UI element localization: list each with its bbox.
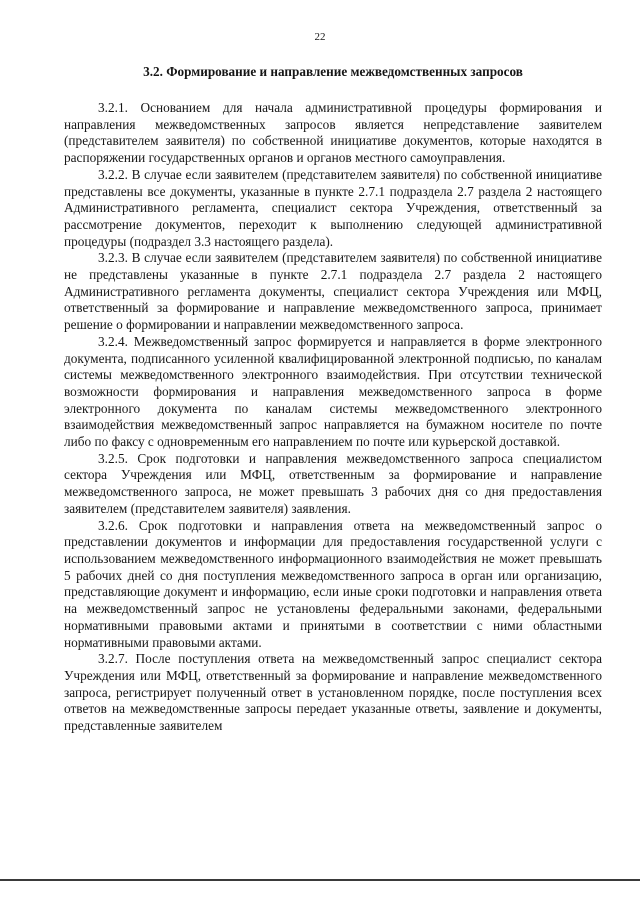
paragraph-3-2-6: 3.2.6. Срок подготовки и направления ответа на межведомственный запрос о представлении документов и информации для предоставления государственной услуги с использованием межведомственного информационного взаимодействия не может превышать 5 рабочих дней со дня поступления межведомственного запроса в орган или организацию, представляющие документ и информацию, если иные сроки подготовки и направления ответа на межведомственный запрос не установлены федеральными законами, федеральными нормативными правовыми актами и принятыми в соответствии с ними областными нормативными правовыми актами. <box>64 517 602 650</box>
paragraph-3-2-3: 3.2.3. В случае если заявителем (представителем заявителя) по собственной инициативе не представлены указанные в пункте 2.7.1 подраздела 2.7 раздела 2 настоящего Административного регламента документы, специалист сектора Учреждения или МФЦ, ответственный за формирование и направление межведомственного запроса, принимает решение о формировании и направлении межведомственного запроса. <box>64 250 602 333</box>
paragraph-3-2-1: 3.2.1. Основанием для начала административной процедуры формирования и направления межведомственных запросов является непредставление заявителем (представителем заявителя) по собственной инициативе документов, которые находятся в распоряжении государственных органов и органов местного самоуправления. <box>64 100 602 166</box>
paragraph-3-2-7: 3.2.7. После поступления ответа на межведомственный запрос специалист сектора Учреждения или МФЦ, ответственный за формирование и направление межведомственного запроса, регистрирует полученный ответ в установленном порядке, после поступления всех ответов на межведомственные запросы передает указанные ответы, заявление и документы, представленные заявителем <box>64 651 602 734</box>
paragraph-3-2-2: 3.2.2. В случае если заявителем (представителем заявителя) по собственной инициативе представлены все документы, указанные в пункте 2.7.1 подраздела 2.7 раздела 2 настоящего Административного регламента, специалист сектора Учреждения, ответственный за рассмотрение документов, переходит к выполнению следующей административной процедуры (подраздел 3.3 настоящего раздела). <box>64 166 602 249</box>
section-heading: 3.2. Формирование и направление межведомственных запросов <box>143 64 523 79</box>
body-text <box>64 100 602 735</box>
paragraph-3-2-5: 3.2.5. Срок подготовки и направления межведомственного запроса специалистом сектора Учреждения или МФЦ, ответственным за формирование и направление межведомственного запроса, не может превышать 3 рабочих дня со дня предоставления заявителем (представителем заявителя) заявления. <box>64 450 602 516</box>
paragraph-3-2-4: 3.2.4. Межведомственный запрос формируется и направляется в форме электронного документа, подписанного усиленной квалифицированной электронной подписью, по каналам системы межведомственного электронного взаимодействия. При отсутствии технической возможности формирования и направления межведомственного запроса в форме электронного документа по каналам системы межведомственного электронного взаимодействия межведомственный запрос направляется на бумажном носителе по почте либо по факсу с одновременным его направлением по почте или курьерской доставкой. <box>64 333 602 450</box>
page-number: 22 <box>314 31 326 43</box>
scan-edge-line <box>0 879 640 881</box>
